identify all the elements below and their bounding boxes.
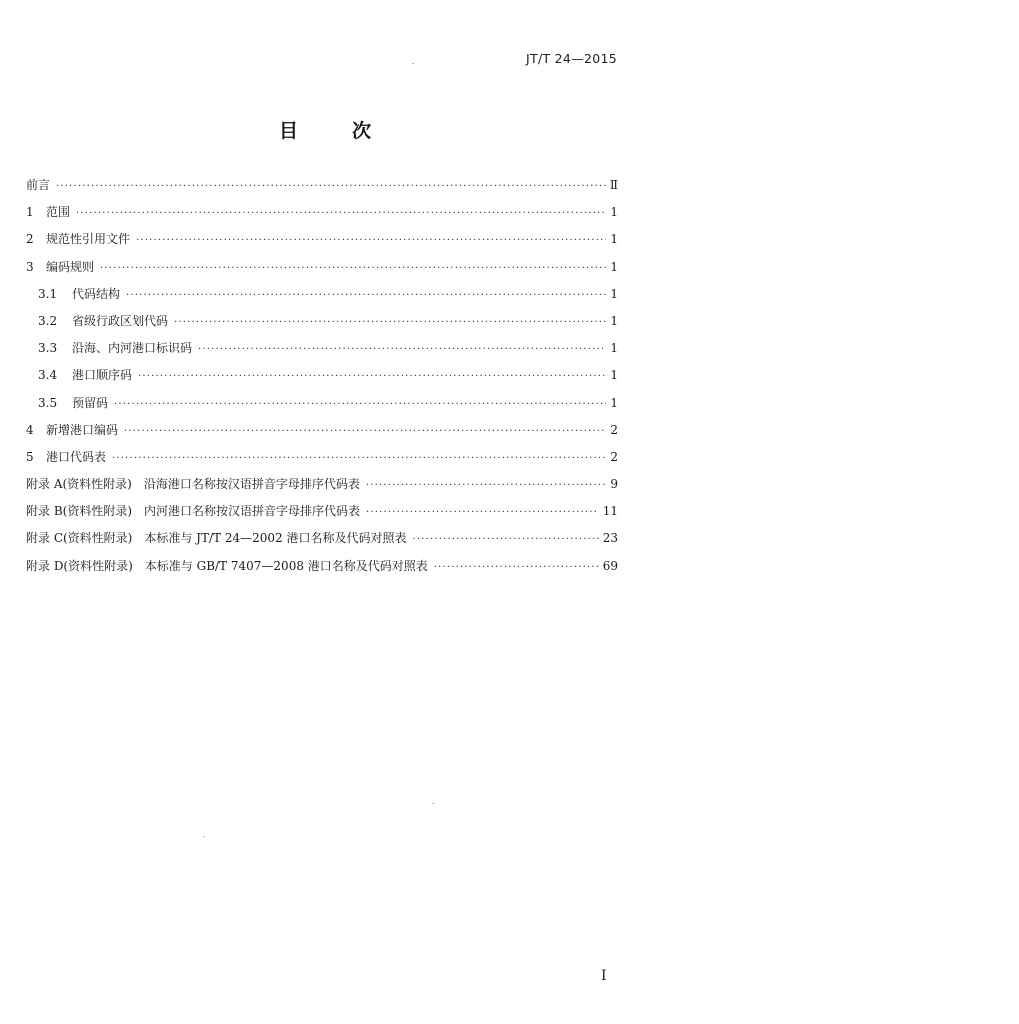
toc-entry-page: 9 (610, 477, 618, 492)
toc-title-char-2: 次 (351, 120, 371, 142)
toc-entry-page: Ⅱ (609, 178, 618, 192)
toc-entry-page: 1 (610, 205, 618, 220)
page-number: I (601, 968, 607, 984)
toc-entry-label: 代码结构 (72, 286, 121, 301)
toc-entry-3-5[interactable] (26, 394, 618, 421)
scan-speck (412, 63, 414, 64)
toc-entry-label: 预留码 (72, 395, 109, 410)
toc-leader-dots (114, 399, 606, 410)
toc-entry-page: 1 (610, 368, 618, 383)
toc-entry-number: 4 (26, 422, 34, 437)
toc-leader-dots (366, 507, 599, 518)
toc-entry-number: 3.3 (38, 341, 58, 356)
toc-entry-label: 附录 D(资料性附录) 本标准与 GB/T 7407—2008 港口名称及代码对照表 (26, 558, 428, 573)
toc-leader-dots (126, 290, 606, 301)
toc-entry-3-3[interactable] (26, 339, 618, 366)
toc-entry-page: 1 (610, 232, 618, 247)
toc-entry-number: 3.1 (38, 286, 58, 301)
toc-entry-3-2[interactable] (26, 312, 618, 339)
toc-leader-dots (56, 181, 606, 192)
toc-leader-dots (412, 534, 598, 545)
toc-entry-label: 编码规则 (46, 259, 95, 274)
toc-entry-2[interactable] (26, 230, 618, 257)
scan-speck (432, 803, 434, 804)
toc-entry-label: 前言 (26, 178, 51, 192)
toc-entry-label: 沿海、内河港口标识码 (72, 341, 193, 356)
toc-entry-appendix-d[interactable] (26, 557, 618, 584)
toc-entry-3-1[interactable] (26, 285, 618, 312)
toc-entry-number: 2 (26, 232, 34, 247)
toc-entry-5[interactable] (26, 448, 618, 475)
toc-entry-label: 附录 B(资料性附录) 内河港口名称按汉语拼音字母排序代码表 (26, 504, 360, 519)
toc-entry-3-4[interactable] (26, 366, 618, 393)
toc-leader-dots (100, 263, 606, 274)
toc-leader-dots (112, 453, 606, 464)
toc-entry-label: 范围 (46, 205, 71, 220)
toc-entry-appendix-a[interactable] (26, 475, 618, 502)
toc-title (279, 116, 371, 143)
toc-entry-label: 省级行政区划代码 (72, 313, 169, 328)
toc-entry-page: 1 (610, 313, 618, 328)
toc-entry-page: 1 (610, 286, 618, 301)
toc-entry-page: 69 (602, 558, 618, 573)
toc-entry-page: 23 (602, 531, 618, 546)
toc-title-char-1: 目 (279, 120, 299, 142)
toc-entry-label: 附录 A(资料性附录) 沿海港口名称按汉语拼音字母排序代码表 (26, 477, 360, 492)
toc-leader-dots (174, 317, 606, 328)
toc-entry-number: 5 (26, 449, 34, 464)
toc-entry-label: 港口顺序码 (72, 368, 133, 383)
toc-entry-appendix-b[interactable] (26, 502, 618, 529)
toc-leader-dots (124, 426, 606, 437)
toc-entry-number: 3 (26, 259, 34, 274)
toc-entry-foreword[interactable] (26, 176, 618, 203)
toc-entry-label: 新增港口编码 (46, 422, 119, 437)
toc-entry-page: 2 (610, 422, 618, 437)
scan-speck (239, 430, 241, 431)
toc-entry-1[interactable] (26, 203, 618, 230)
toc-leader-dots (76, 208, 606, 219)
toc-entry-number: 3.5 (38, 395, 58, 410)
toc-entry-page: 1 (610, 395, 618, 410)
toc-leader-dots (434, 562, 599, 573)
toc-leader-dots (198, 344, 606, 355)
toc-entry-label: 附录 C(资料性附录) 本标准与 JT/T 24—2002 港口名称及代码对照表 (26, 531, 407, 546)
toc-entry-page: 1 (610, 259, 618, 274)
toc-entry-appendix-c[interactable] (26, 529, 618, 556)
toc-entry-label: 规范性引用文件 (46, 232, 131, 247)
scan-speck (203, 836, 205, 837)
toc-leader-dots (366, 480, 606, 491)
toc-entry-3[interactable] (26, 258, 618, 285)
toc-entry-page: 1 (610, 341, 618, 356)
toc-entry-number: 1 (26, 205, 34, 220)
toc-entry-label: 港口代码表 (46, 449, 107, 464)
toc-leader-dots (136, 235, 606, 246)
toc-entry-page: 11 (602, 504, 618, 519)
toc-entry-4[interactable] (26, 421, 618, 448)
toc-entry-page: 2 (610, 449, 618, 464)
toc-leader-dots (138, 371, 606, 382)
toc-entry-number: 3.2 (38, 313, 58, 328)
standard-code-header: JT/T 24—2015 (526, 51, 617, 66)
toc-entry-number: 3.4 (38, 368, 58, 383)
table-of-contents (26, 176, 618, 584)
